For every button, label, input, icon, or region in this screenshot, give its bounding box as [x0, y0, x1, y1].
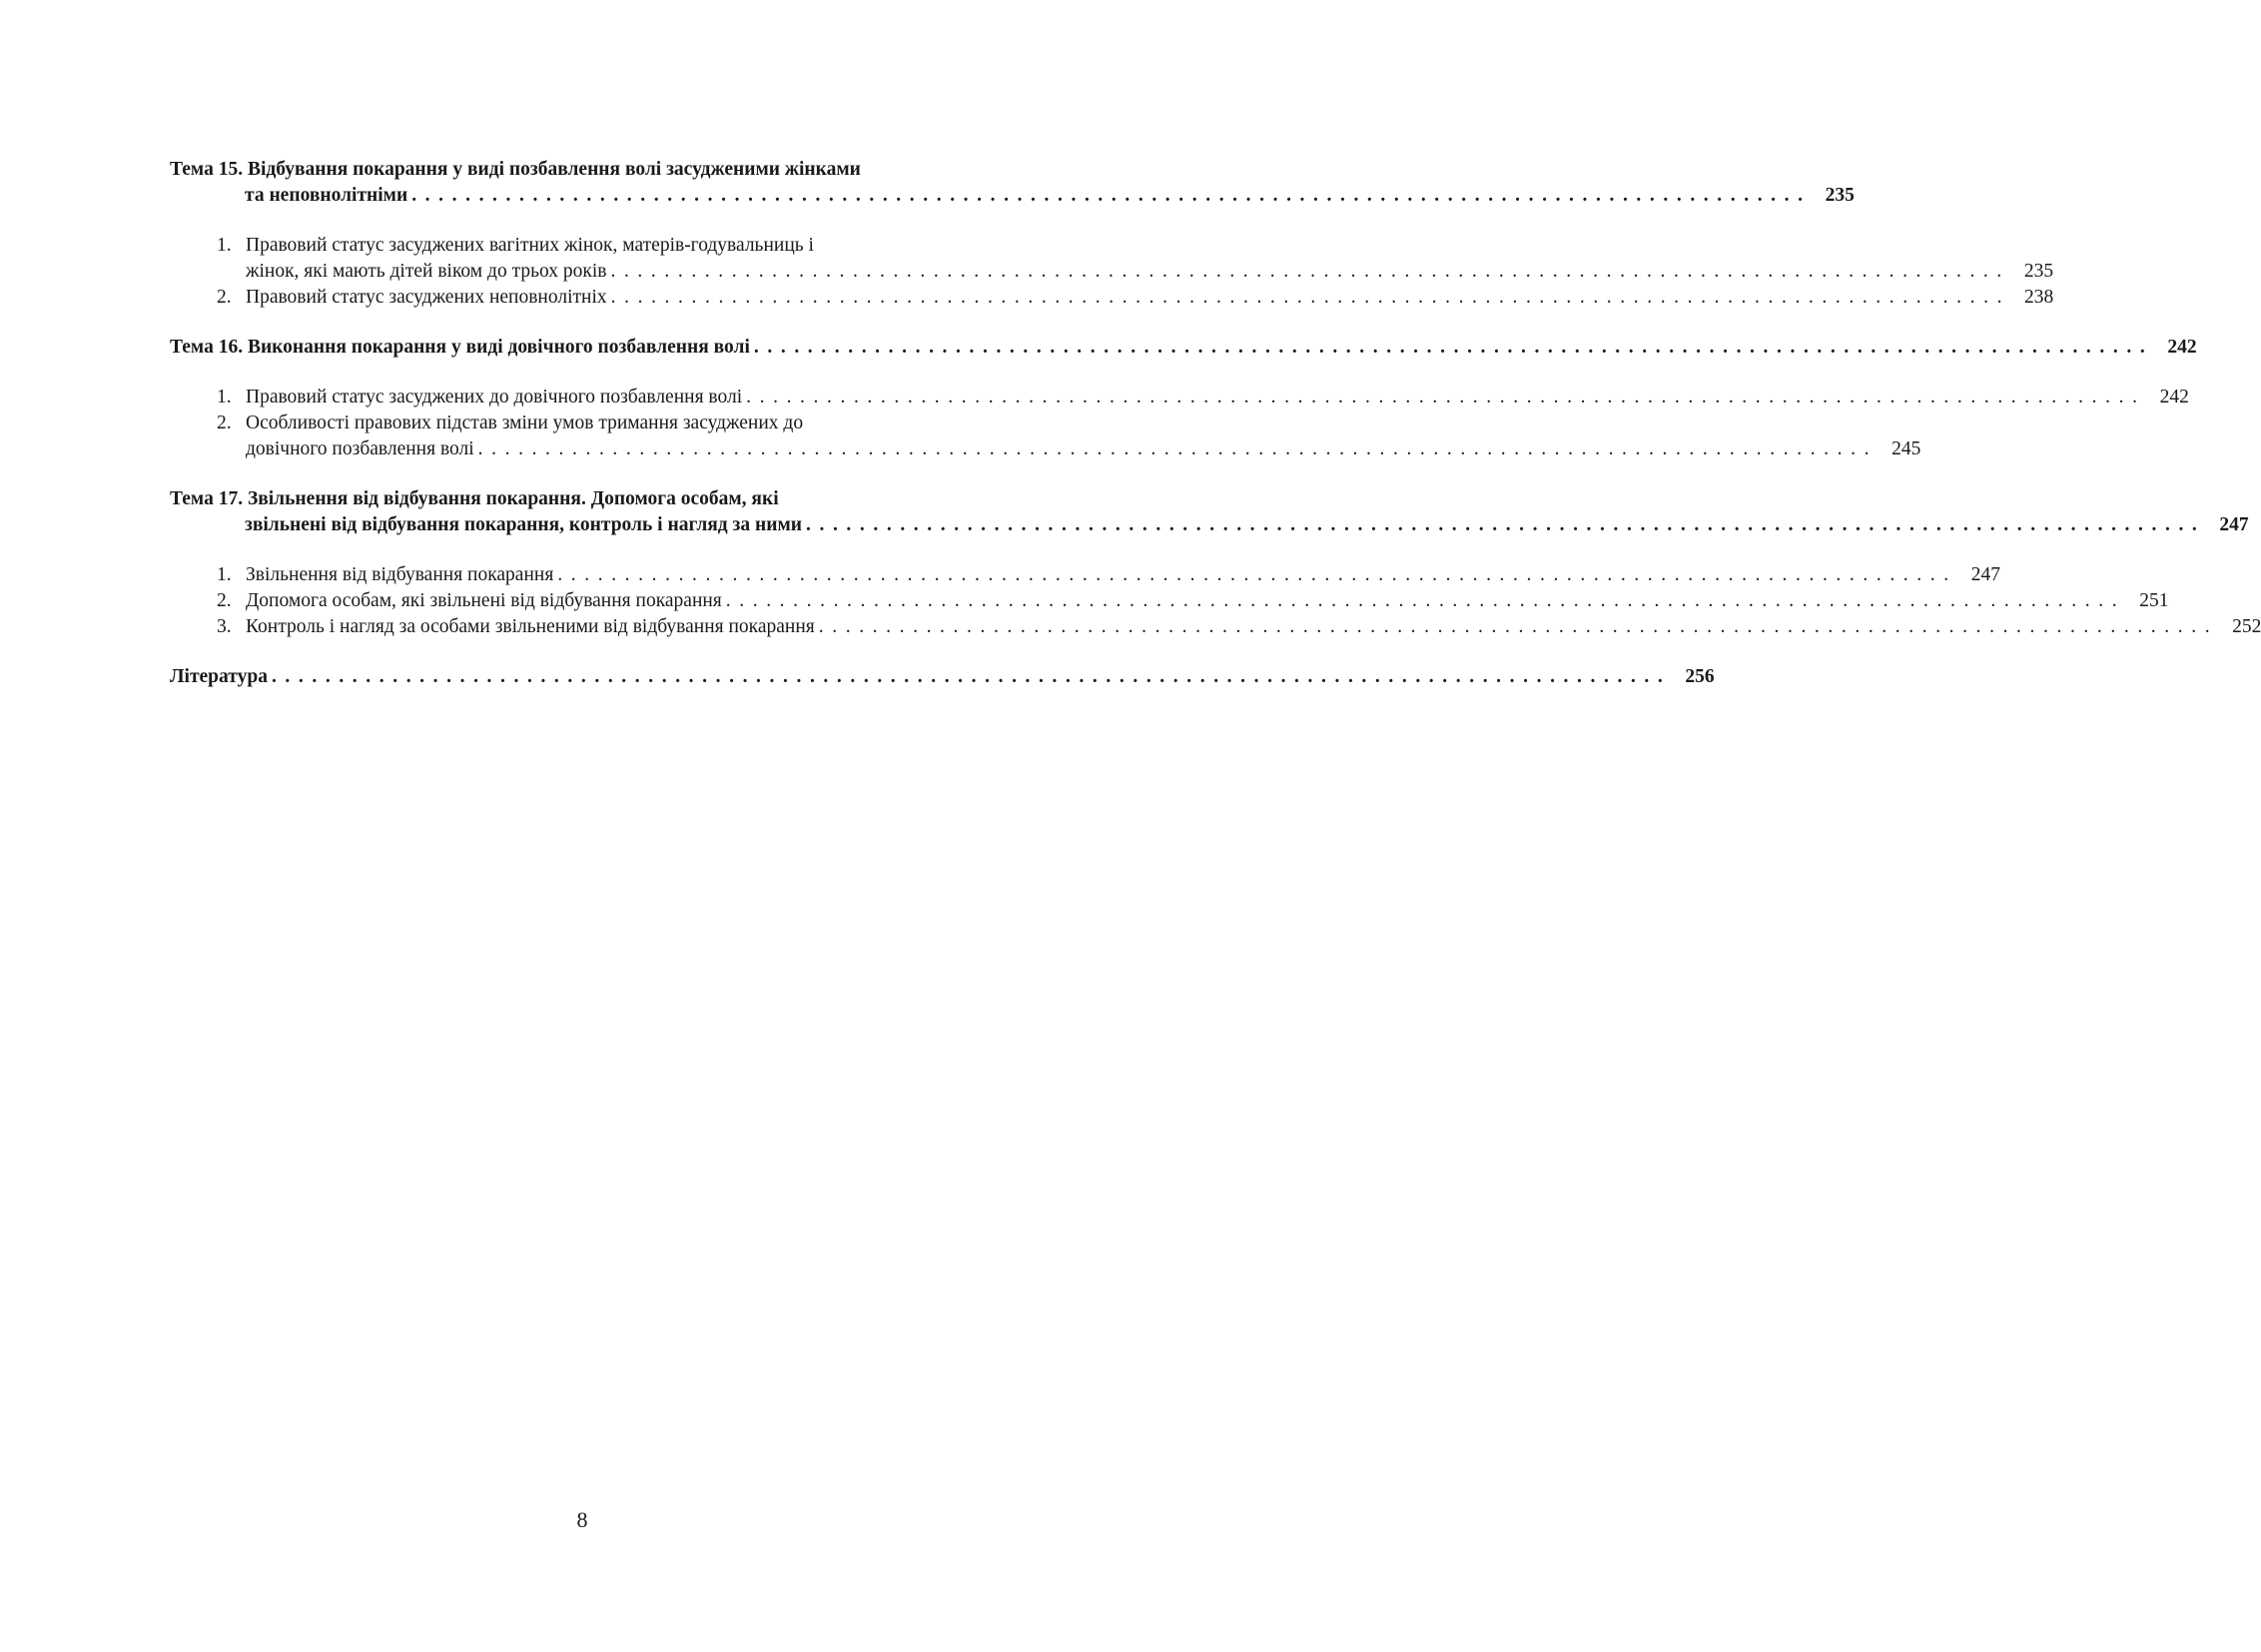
leader-dots: ........................................................................................................ [477, 438, 1879, 459]
leader-dots: ........................................................................................................ [610, 287, 2011, 308]
toc-item-text: довічного позбавлення волі [246, 438, 474, 459]
leader-dots: ........................................................................................................ [557, 564, 1957, 585]
toc-theme-title [170, 664, 1715, 690]
toc-item-line-continued [170, 436, 1921, 462]
toc-item-line [170, 614, 2261, 640]
leader-dots: ........................................................................................................ [746, 387, 2146, 408]
toc-theme-title-text: та неповнолітніми [245, 185, 408, 206]
leader-dots: ........................................................................................................ [806, 514, 2206, 535]
toc-item-text: Правовий статус засуджених неповнолітніх [246, 287, 607, 308]
toc-theme-title: Тема 15. Відбування покарання у виді позбавлення волі засудженими жінками [170, 159, 861, 180]
toc-item-number: 1. [217, 387, 232, 408]
toc-literature [170, 664, 1715, 690]
toc-item-text-wrap [217, 385, 742, 411]
toc-item-text: Правовий статус засуджених до довічного позбавлення волі [246, 387, 743, 408]
toc-item-text: Допомога особам, які звільнені від відбування покарання [246, 590, 722, 611]
toc-subitems [170, 562, 2261, 640]
toc-item [170, 614, 2261, 640]
toc-item-line-continued [170, 259, 2054, 285]
leader-dots: ........................................................................................................ [818, 616, 2219, 637]
toc-page-number: 247 [2219, 514, 2249, 535]
toc-item-number: 2. [217, 287, 232, 308]
toc-item-text: Правовий статус засуджених вагітних жінок, матерів-годувальниць і [246, 235, 814, 256]
page-number: 8 [576, 1507, 588, 1532]
leader-dots: ........................................................................................................ [725, 590, 2126, 611]
toc-page-number: 235 [1825, 185, 1855, 206]
toc-item-line [170, 562, 2000, 588]
toc-item-line [170, 285, 2054, 311]
toc-page-number: 235 [2023, 261, 2054, 282]
toc-item-line [170, 588, 2169, 614]
toc-item-line [170, 411, 1037, 436]
toc-theme-title-text: Література [170, 666, 268, 687]
leader-dots: ........................................................................................................ [753, 337, 2154, 358]
toc-theme-title-continued [170, 183, 1855, 209]
toc-item-text: Звільнення від відбування покарання [246, 564, 554, 585]
toc-page-number: 252 [2232, 616, 2261, 637]
toc-item [170, 411, 1921, 462]
toc-page-number: 251 [2139, 590, 2169, 611]
toc-theme-15 [170, 157, 1855, 209]
toc-item-number: 1. [217, 235, 232, 256]
toc-item [170, 285, 2054, 311]
toc-theme-17 [170, 486, 2249, 538]
toc-page-number: 242 [2167, 337, 2197, 358]
leader-dots: ........................................................................................................ [610, 261, 2010, 282]
toc-item-line [170, 233, 1037, 259]
toc-item-text-wrap [217, 285, 607, 311]
toc-item [170, 588, 2169, 614]
toc-subitems [170, 385, 2189, 462]
toc-page-number: 238 [2024, 287, 2054, 308]
toc-item-text-wrap [217, 562, 553, 588]
leader-dots: ........................................................................................................ [411, 185, 1812, 206]
toc-item-number: 2. [217, 413, 232, 433]
toc-theme-title-continued [170, 512, 2249, 538]
toc-theme-title-text: Тема 16. Виконання покарання у виді довічного позбавлення волі [170, 337, 750, 358]
toc-item [170, 385, 2189, 411]
toc-page-number: 247 [1970, 564, 2000, 585]
toc-theme-16 [170, 335, 2197, 361]
toc-item-number: 3. [217, 616, 232, 637]
toc-item [170, 562, 2000, 588]
toc-item-number: 1. [217, 564, 232, 585]
toc-item-text: Контроль і нагляд за особами звільненими від відбування покарання [246, 616, 815, 637]
toc-item-text-wrap [217, 614, 815, 640]
toc-subitems [170, 233, 2054, 311]
leader-dots: ........................................................................................................ [271, 666, 1672, 687]
toc-item [170, 233, 2054, 285]
toc-item-text: Особливості правових підстав зміни умов тримання засуджених до [246, 413, 804, 433]
toc-theme-title: Тема 17. Звільнення від відбування покарання. Допомога особам, які [170, 488, 779, 509]
toc-item-line [170, 385, 2189, 411]
toc-theme-title-text: звільнені від відбування покарання, контроль і нагляд за ними [245, 514, 802, 535]
table-of-contents [170, 157, 2261, 714]
toc-item-number: 2. [217, 590, 232, 611]
toc-page-number: 256 [1685, 666, 1715, 687]
toc-theme-title [170, 335, 2197, 361]
toc-item-text: жінок, які мають дітей віком до трьох років [246, 261, 607, 282]
toc-page-number: 245 [1891, 438, 1921, 459]
toc-item-text-wrap [217, 588, 722, 614]
toc-page-number: 242 [2159, 387, 2189, 408]
